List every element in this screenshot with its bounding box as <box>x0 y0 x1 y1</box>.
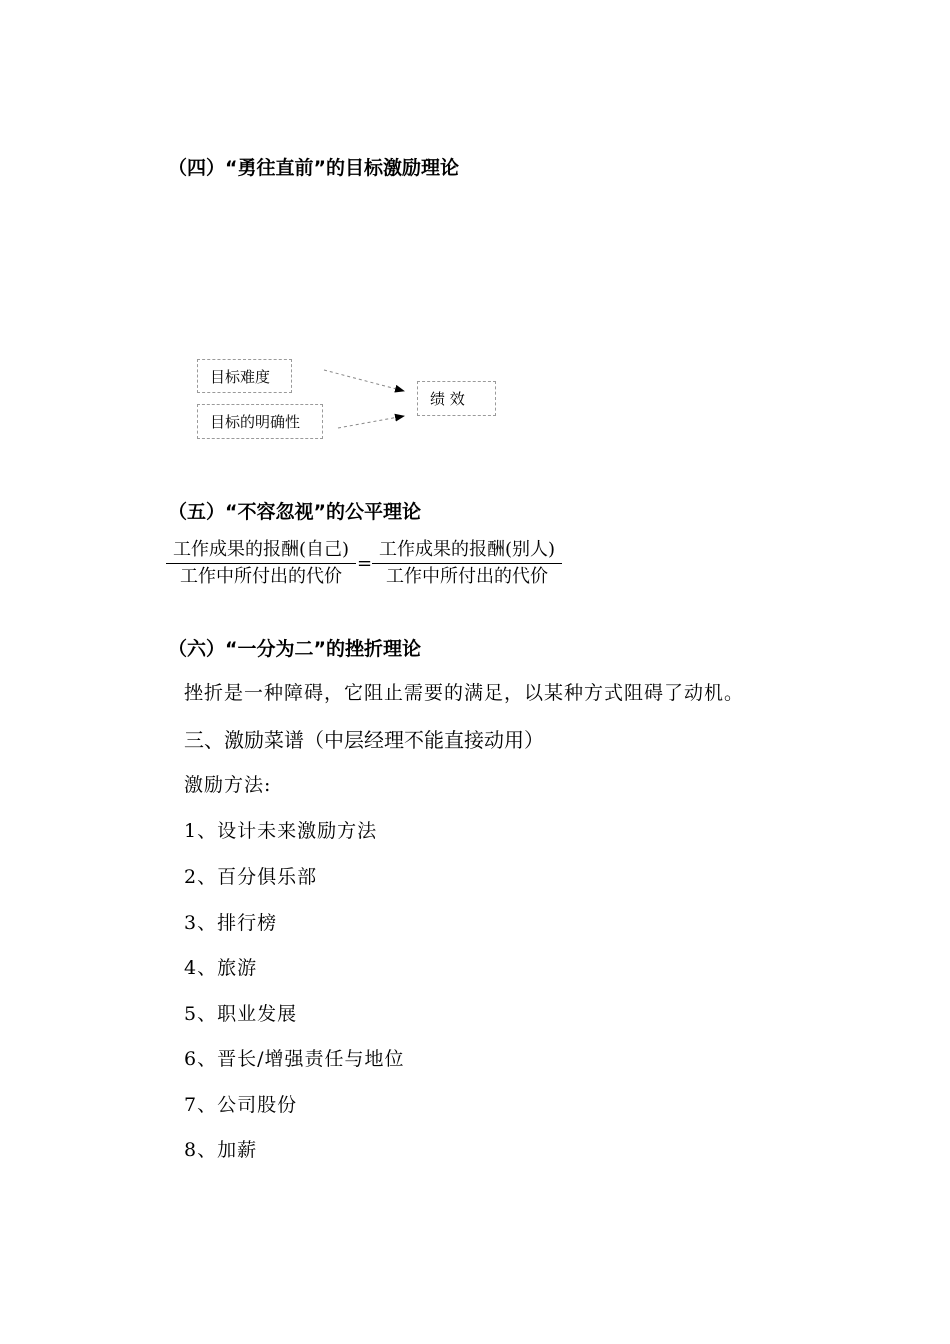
method-item: 7、公司股份 <box>184 1094 298 1116</box>
method-item: 5、职业发展 <box>184 1003 298 1025</box>
formula-right-fraction <box>372 537 562 590</box>
goal-clarity-label: 目标的明确性 <box>210 413 301 431</box>
diagram-arrows <box>0 0 950 500</box>
formula-right-numerator: 工作成果的报酬(别人) <box>378 539 556 560</box>
formula-left-numerator: 工作成果的报酬(自己) <box>172 539 350 560</box>
method-item: 6、晋长/增强责任与地位 <box>184 1048 405 1070</box>
arrow-clarity-to-performance <box>338 416 404 428</box>
heading-frustration-theory: （六）“一分为二”的挫折理论 <box>168 638 421 660</box>
heading-goal-theory: （四）“勇往直前”的目标激励理论 <box>168 157 459 179</box>
heading-incentive-menu: 三、激励菜谱（中层经理不能直接动用） <box>184 728 544 752</box>
heading-equity-theory: （五）“不容忽视”的公平理论 <box>168 501 421 523</box>
method-item: 4、旅游 <box>184 957 258 979</box>
method-item: 1、设计未来激励方法 <box>184 820 378 842</box>
formula-left-denominator: 工作中所付出的代价 <box>180 566 342 587</box>
method-item: 3、排行榜 <box>184 912 278 934</box>
method-item: 8、加薪 <box>184 1139 258 1161</box>
performance-label: 绩 效 <box>430 390 465 408</box>
formula-equals: = <box>357 553 373 574</box>
methods-label: 激励方法: <box>184 774 272 796</box>
arrow-difficulty-to-performance <box>324 370 404 391</box>
method-item: 2、百分俱乐部 <box>184 866 318 888</box>
formula-right-denominator: 工作中所付出的代价 <box>386 566 548 587</box>
frustration-text: 挫折是一种障碍，它阻止需要的满足，以某种方式阻碍了动机。 <box>184 682 745 704</box>
goal-difficulty-label: 目标难度 <box>210 367 271 386</box>
formula-left-fraction <box>166 537 356 590</box>
